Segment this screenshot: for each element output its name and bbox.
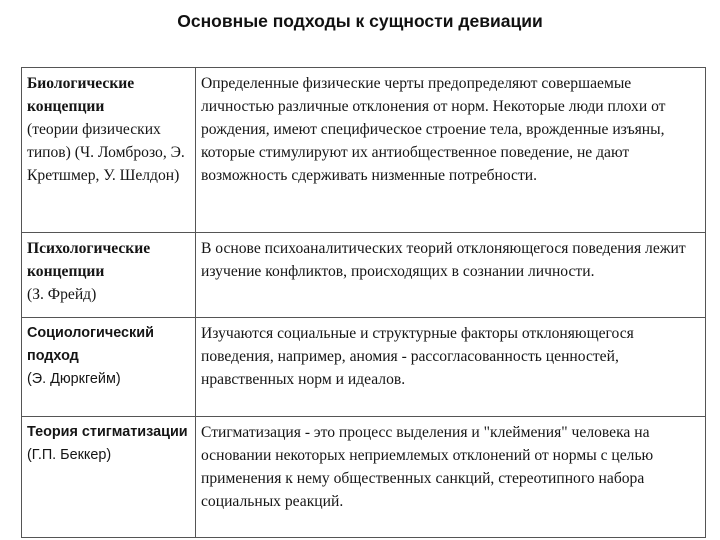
approach-authors: (Г.П. Беккер): [27, 447, 112, 463]
description-cell: [196, 417, 706, 538]
description-cell: [196, 68, 706, 233]
approach-cell: [22, 233, 196, 318]
approach-name: Психологические концепции: [27, 240, 151, 280]
approach-description: Определенные физические черты предопределяют совершаемые личностью различные отклонения от норм. Некоторые люди плохи от рождения, имеют специфическое строение тела, врожденные изъяны, которые стимулируют их антиобщественное поведение, не дают возможность сдерживать низменные потребности.: [201, 75, 666, 184]
table-row-sociological: [22, 318, 706, 417]
table-row-biological: [22, 68, 706, 233]
approach-description: Стигматизация - это процесс выделения и "клеймения" человека на основании некоторых неприемлемых отклонений от нормы с целью применения к нему общественных санкций, стереотипного набора социальных реакций.: [201, 424, 654, 510]
approach-authors: (теории физических типов) (Ч. Ломброзо, Э. Кретшмер, У. Шелдон): [27, 121, 185, 184]
approach-authors: (Э. Дюркгейм): [27, 371, 121, 387]
approach-cell: [22, 417, 196, 538]
approach-authors: (З. Фрейд): [27, 286, 97, 303]
table-row-psychological: [22, 233, 706, 318]
approach-description: Изучаются социальные и структурные факторы отклоняющегося поведения, например, аномия - рассогласованность ценностей, нравственных норм и идеалов.: [201, 325, 634, 388]
approaches-table: [21, 67, 706, 538]
approach-name: Биологические концепции: [27, 75, 135, 115]
description-cell: [196, 233, 706, 318]
approach-cell: [22, 68, 196, 233]
page-title: Основные подходы к сущности девиации: [177, 11, 543, 31]
approach-description: В основе психоаналитических теорий отклоняющегося поведения лежит изучение конфликтов, происходящих в сознании личности.: [201, 240, 686, 280]
approach-cell: [22, 318, 196, 417]
table-row-stigmatization: [22, 417, 706, 538]
approach-name: Теория стигматизации: [27, 424, 188, 440]
approach-name: Социологический подход: [27, 325, 154, 364]
description-cell: [196, 318, 706, 417]
